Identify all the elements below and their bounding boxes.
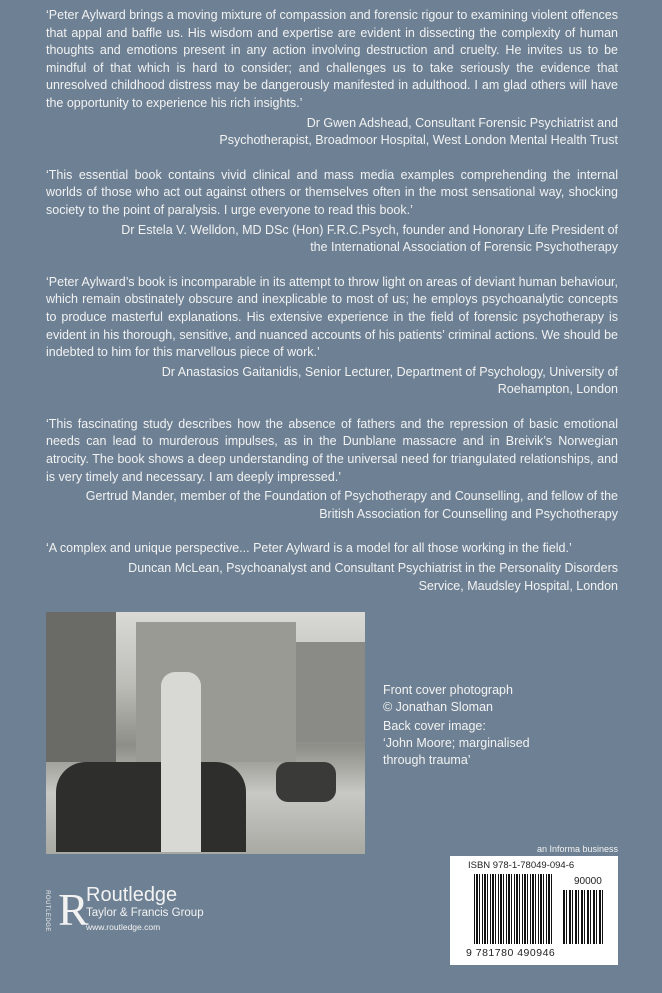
endorsement-quote: ‘Peter Aylward’s book is incomparable in its attempt to throw light on areas of deviant human behaviour, which remain obstinately obscure and inexplicable to most of us; he employs psychoanalytic concepts to produce masterful explanations. His extensive experience in the field of forensic psychotherapy is evident in his thorough, sensitive, and nuanced accounts of his patients’ criminal actions. We should be indebted to him for this marvellous piece of work.’ [46, 274, 618, 360]
back-cover-credit: Back cover image: [383, 719, 486, 734]
cover-photograph [46, 612, 365, 854]
endorsement-attribution: Gertrud Mander, member of the Foundation of Psychotherapy and Counselling, and fellow of the British Association for Counselling and Psychotherapy [85, 489, 618, 521]
back-cover-title-1: ‘John Moore; marginalised [383, 736, 530, 751]
endorsement-attribution: Dr Gwen Adshead, Consultant Forensic Psychiatrist and Psychotherapist, Broadmoor Hospital, West London Mental Health Trust [219, 115, 618, 148]
photo-row [46, 612, 618, 854]
ean-number: 9 781780 490946 [466, 947, 556, 960]
back-cover-title-2: through trauma’ [383, 753, 471, 768]
endorsement-2 [46, 167, 618, 257]
endorsement-quote: ‘This essential book contains vivid clinical and mass media examples comprehending the internal worlds of those who act out against others or themselves often in the most sensational way, shocking society to the point of paralysis. I urge everyone to read this book.’ [46, 167, 618, 217]
endorsement-4 [46, 416, 618, 524]
endorsement-1 [46, 7, 618, 150]
routledge-logo [43, 884, 204, 944]
routledge-mark-icon: ROUTLEDGE R [43, 884, 89, 936]
endorsement-5 [46, 540, 618, 595]
endorsement-attribution: Duncan McLean, Psychoanalyst and Consultant Psychiatrist in the Personality Disorders Service, Maudsley Hospital, London [128, 561, 618, 593]
endorsement-quote: ‘Peter Aylward brings a moving mixture of compassion and forensic rigour to examining violent offences that appal and baffle us. His wisdom and expertise are evident in dissecting the complexity of human thoughts and emotions present in any action involving destruction and cruelty. He invites us to be mindful of that which is hard to consider; and challenges us to take seriously the evidence that unresolved childhood distress may be dangerously manifested in adulthood. I am glad others will have the opportunity to experience his rich insights.’ [46, 8, 618, 110]
isbn-barcode [450, 856, 618, 965]
bottom-row [43, 856, 618, 965]
informa-tagline: an Informa business [536, 844, 618, 855]
publisher-url: www.routledge.com [86, 922, 161, 933]
price-barcode-bars [563, 890, 603, 944]
front-cover-photographer: © Jonathan Sloman [383, 700, 493, 715]
endorsement-attribution: Dr Anastasios Gaitanidis, Senior Lecturer, Department of Psychology, University of Roehampton, London [161, 364, 618, 397]
price-code: 90000 [574, 876, 602, 888]
publisher-group: Taylor & Francis Group [86, 907, 204, 920]
isbn-text: ISBN 978-1-78049-094-6 [468, 860, 575, 872]
endorsement-quote: ‘This fascinating study describes how the absence of fathers and the repression of basic emotional needs can lead to murderous impulses, as in the Dunblane massacre and in Breivik’s Norwegian atrocity. The book shows a deep understanding of the universal need for triangulated relationships, and is very timely and necessary. I am deeply impressed.’ [46, 416, 618, 484]
endorsement-3 [46, 274, 618, 399]
publisher-name: Routledge [86, 884, 178, 907]
front-cover-credit: Front cover photograph [383, 683, 513, 698]
barcode-bars [474, 874, 554, 944]
cover-credits [383, 682, 618, 769]
endorsement-attribution: Dr Estela V. Welldon, MD DSc (Hon) F.R.C.Psych, founder and Honorary Life President of the International Association of Forensic Psychotherapy [121, 222, 618, 255]
routledge-vertical-text: ROUTLEDGE [43, 890, 50, 933]
endorsement-quote: ‘A complex and unique perspective... Peter Aylward is a model for all those working in the field.’ [46, 541, 572, 556]
